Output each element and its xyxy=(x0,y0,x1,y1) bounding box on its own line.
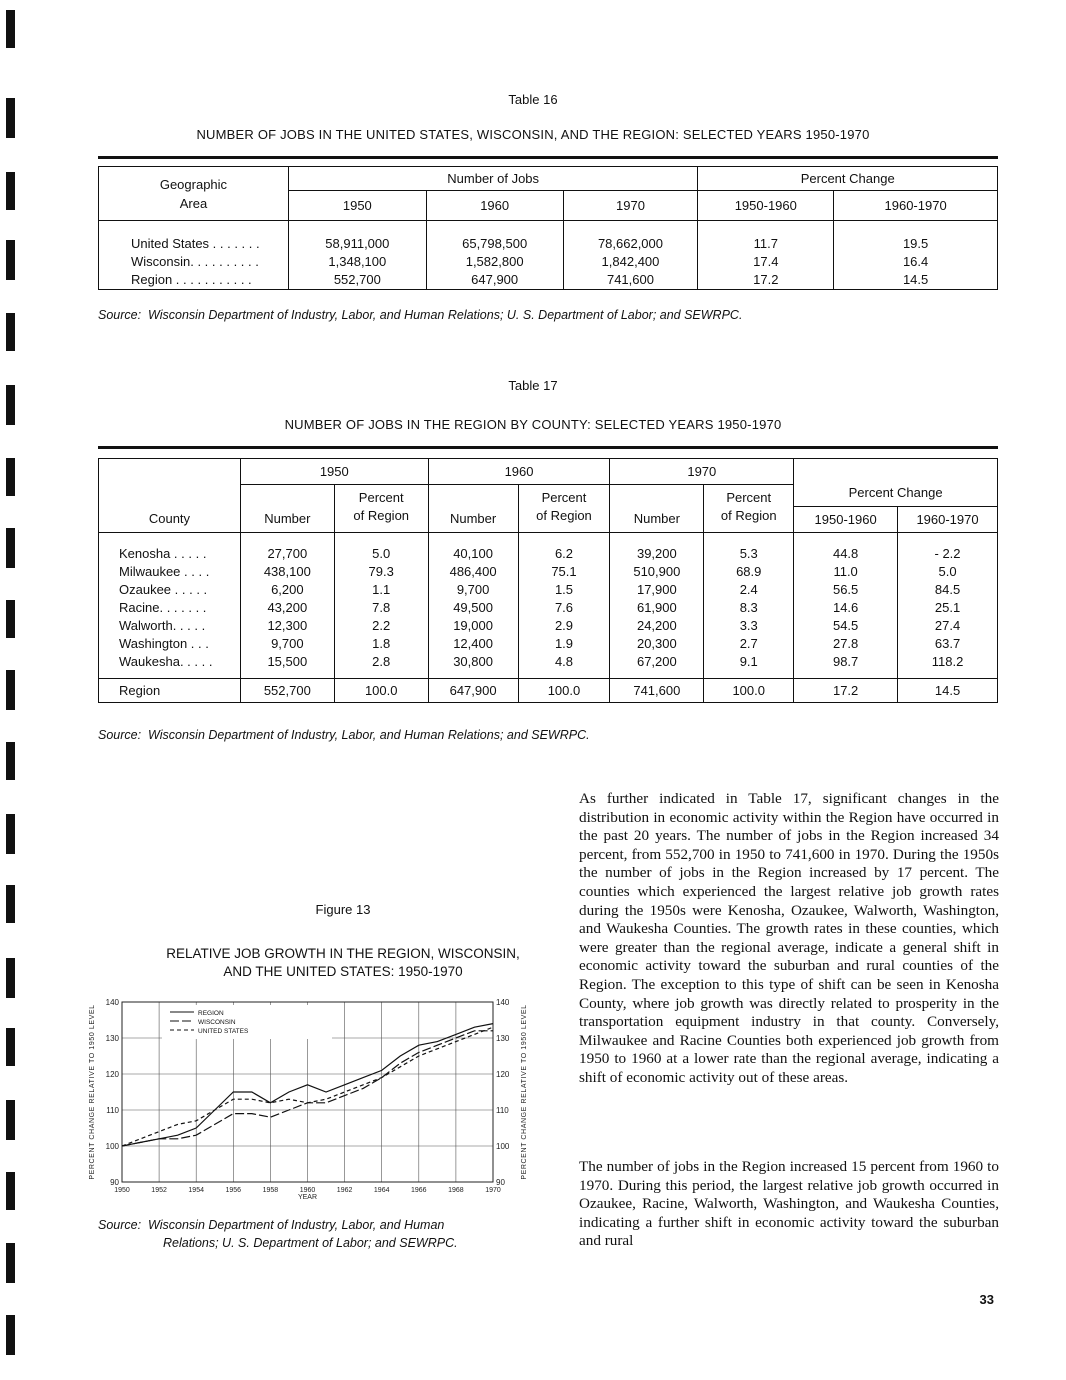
x-tick-label: 1960 xyxy=(299,1187,316,1194)
binding-mark xyxy=(6,1028,15,1066)
y-axis-label-right: PERCENT CHANGE RELATIVE TO 1950 LEVEL xyxy=(521,1004,528,1180)
col-1960-1970: 1960-1970 xyxy=(834,191,998,221)
body-paragraph-1: As further indicated in Table 17, significant changes in the distribution in economic activity within the Region have occurred in the past 20 years. The number of jobs in the Region increased 34 percent, from 552,700 in 1950 to 741,600 in 1970. During the 1950s the number of jobs in the Region increased by 17 percent. The counties which experienced the largest relative job growth rates during the 1950s were Kenosha, Ozaukee, Walworth, Washington, and Waukesha Counties. The growth rates in these counties, which were greater than the regional average, indicate a general shift in economic activity toward the suburban and rural counties of the Region. The exception to this type of shift can be seen in Kenosha County, where job growth was directly related to prosperity in the transportation equipment industry in that county. Conversely, Milwaukee and Racine Counties both experienced job growth from 1950 to 1960 at a lower rate than the regional average, indicating a shift of economic activity out of these areas. xyxy=(579,790,999,1086)
figure13-source: Source: Wisconsin Department of Industry, Labor, and Human Relations; U. S. Department of Labor; and SEWRPC. xyxy=(98,1218,458,1250)
table-row: Washington . . . 9,700 1.8 12,400 1.9 20,300 2.7 27.8 63.7 xyxy=(99,635,998,653)
col-1950: 1950 xyxy=(288,191,426,221)
number-header: Number xyxy=(610,485,704,533)
x-tick-label: 1970 xyxy=(485,1187,501,1194)
table16-label: Table 16 xyxy=(508,92,558,107)
geo-area-header-l2: Area xyxy=(179,195,208,211)
table17-title: NUMBER OF JOBS IN THE REGION BY COUNTY: SELECTED YEARS 1950-1970 xyxy=(284,417,782,432)
percent-change-header: Percent Change xyxy=(794,459,998,507)
binding-mark xyxy=(6,172,15,210)
binding-mark xyxy=(6,10,15,48)
y-tick-label-right: 130 xyxy=(496,1034,510,1043)
percent-header-l2: of Region xyxy=(334,507,428,533)
col-1960-1970: 1960-1970 xyxy=(898,507,998,533)
binding-mark xyxy=(6,458,15,496)
binding-mark xyxy=(6,742,15,780)
table17-source: Source: Wisconsin Department of Industry, Labor, and Human Relations; and SEWRPC. xyxy=(98,728,590,742)
x-tick-label: 1958 xyxy=(262,1187,279,1194)
percent-header-l1: Percent xyxy=(518,485,610,507)
table17-label: Table 17 xyxy=(508,378,558,393)
y-axis-label: PERCENT CHANGE RELATIVE TO 1950 LEVEL xyxy=(89,1004,96,1180)
x-tick-label: 1962 xyxy=(336,1187,353,1194)
number-of-jobs-header: Number of Jobs xyxy=(288,167,697,191)
x-tick-label: 1966 xyxy=(411,1187,427,1194)
county-header: County xyxy=(99,459,241,533)
binding-mark xyxy=(6,885,15,923)
x-axis-label: YEAR xyxy=(297,1194,318,1201)
percent-change-header: Percent Change xyxy=(698,167,998,191)
percent-header-l2: of Region xyxy=(704,507,794,533)
binding-mark xyxy=(6,670,15,710)
binding-mark xyxy=(6,958,15,998)
body-paragraph-2: The number of jobs in the Region increased 15 percent from 1960 to 1970. During this period, the largest relative job growth occurred in Ozaukee, Racine, Walworth, Washington, and Waukesha Counties, indicating a further shift in economic activity toward the suburban and rural xyxy=(579,1158,999,1250)
table-row: Milwaukee . . . . 438,100 79.3 486,400 75.1 510,900 68.9 11.0 5.0 xyxy=(99,563,998,581)
binding-mark xyxy=(6,528,15,568)
y-tick-label-right: 120 xyxy=(496,1070,510,1079)
legend-label: REGION xyxy=(198,1010,224,1017)
x-tick-label: 1950 xyxy=(114,1187,130,1194)
percent-header-l2: of Region xyxy=(518,507,610,533)
binding-mark xyxy=(6,1172,15,1210)
x-tick-label: 1968 xyxy=(448,1187,464,1194)
number-header: Number xyxy=(240,485,334,533)
table-row: Kenosha . . . . . 27,700 5.0 40,100 6.2 39,200 5.3 44.8 - 2.2 xyxy=(99,545,998,563)
table-row: Waukesha. . . . . 15,500 2.8 30,800 4.8 67,200 9.1 98.7 118.2 xyxy=(99,653,998,671)
number-header: Number xyxy=(428,485,518,533)
y-tick-label: 140 xyxy=(105,998,119,1007)
table16-source: Source: Wisconsin Department of Industry, Labor, and Human Relations; U. S. Department of Labor; and SEWRPC. xyxy=(98,308,743,322)
x-tick-label: 1952 xyxy=(151,1187,167,1194)
figure13-title-line1: RELATIVE JOB GROWTH IN THE REGION, WISCONSIN, xyxy=(166,946,520,961)
col-1960: 1960 xyxy=(426,191,563,221)
table17-rule xyxy=(98,446,998,449)
table-row-total: Region 552,700 100.0 647,900 100.0 741,600 100.0 17.2 14.5 xyxy=(99,679,998,703)
geo-area-header-l1: Geographic xyxy=(159,176,228,192)
binding-mark xyxy=(6,600,15,638)
legend-label: WISCONSIN xyxy=(198,1019,236,1026)
y-tick-label: 110 xyxy=(106,1106,119,1115)
binding-mark xyxy=(6,313,15,351)
table-row: Walworth. . . . . 12,300 2.2 19,000 2.9 24,200 3.3 54.5 27.4 xyxy=(99,617,998,635)
binding-mark xyxy=(6,814,15,854)
table-row: Region . . . . . . . . . . . 552,700 647,900 741,600 17.2 14.5 xyxy=(99,271,998,290)
binding-mark xyxy=(6,1100,15,1140)
y-tick-label: 130 xyxy=(105,1034,119,1043)
figure13-label: Figure 13 xyxy=(315,902,371,917)
x-tick-label: 1956 xyxy=(225,1187,242,1194)
table16-title: NUMBER OF JOBS IN THE UNITED STATES, WISCONSIN, AND THE REGION: SELECTED YEARS 1950-1970 xyxy=(196,127,870,142)
table16-rule xyxy=(98,156,998,159)
percent-header-l1: Percent xyxy=(704,485,794,507)
table-row: Ozaukee . . . . . 6,200 1.1 9,700 1.5 17,900 2.4 56.5 84.5 xyxy=(99,581,998,599)
year-1950-header: 1950 xyxy=(240,459,428,485)
y-tick-label: 120 xyxy=(105,1070,119,1079)
col-1950-1960: 1950-1960 xyxy=(794,507,898,533)
year-1970-header: 1970 xyxy=(610,459,794,485)
legend-label: UNITED STATES xyxy=(198,1028,249,1035)
y-tick-label-right: 110 xyxy=(496,1106,509,1115)
col-1950-1960: 1950-1960 xyxy=(698,191,834,221)
table17 xyxy=(98,458,998,703)
binding-mark xyxy=(6,1243,15,1283)
y-tick-label-right: 140 xyxy=(496,998,510,1007)
year-1960-header: 1960 xyxy=(428,459,610,485)
y-tick-label: 90 xyxy=(110,1178,119,1187)
table16 xyxy=(98,166,998,290)
col-1970: 1970 xyxy=(563,191,698,221)
y-tick-label: 100 xyxy=(105,1142,119,1151)
y-tick-label-right: 100 xyxy=(496,1142,510,1151)
binding-mark xyxy=(6,1315,15,1355)
y-tick-label-right: 90 xyxy=(496,1178,505,1187)
binding-mark xyxy=(6,240,15,280)
figure13-title-line2: AND THE UNITED STATES: 1950-1970 xyxy=(223,964,463,979)
x-tick-label: 1964 xyxy=(373,1187,390,1194)
page-number: 33 xyxy=(979,1292,994,1307)
x-tick-label: 1954 xyxy=(188,1187,204,1194)
percent-header-l1: Percent xyxy=(334,485,428,507)
table-row: United States . . . . . . . 58,911,000 65,798,500 78,662,000 11.7 19.5 xyxy=(99,235,998,253)
figure13-chart xyxy=(78,985,528,1210)
table-row: Racine. . . . . . . 43,200 7.8 49,500 7.6 61,900 8.3 14.6 25.1 xyxy=(99,599,998,617)
table-row: Wisconsin. . . . . . . . . . 1,348,100 1,582,800 1,842,400 17.4 16.4 xyxy=(99,253,998,271)
